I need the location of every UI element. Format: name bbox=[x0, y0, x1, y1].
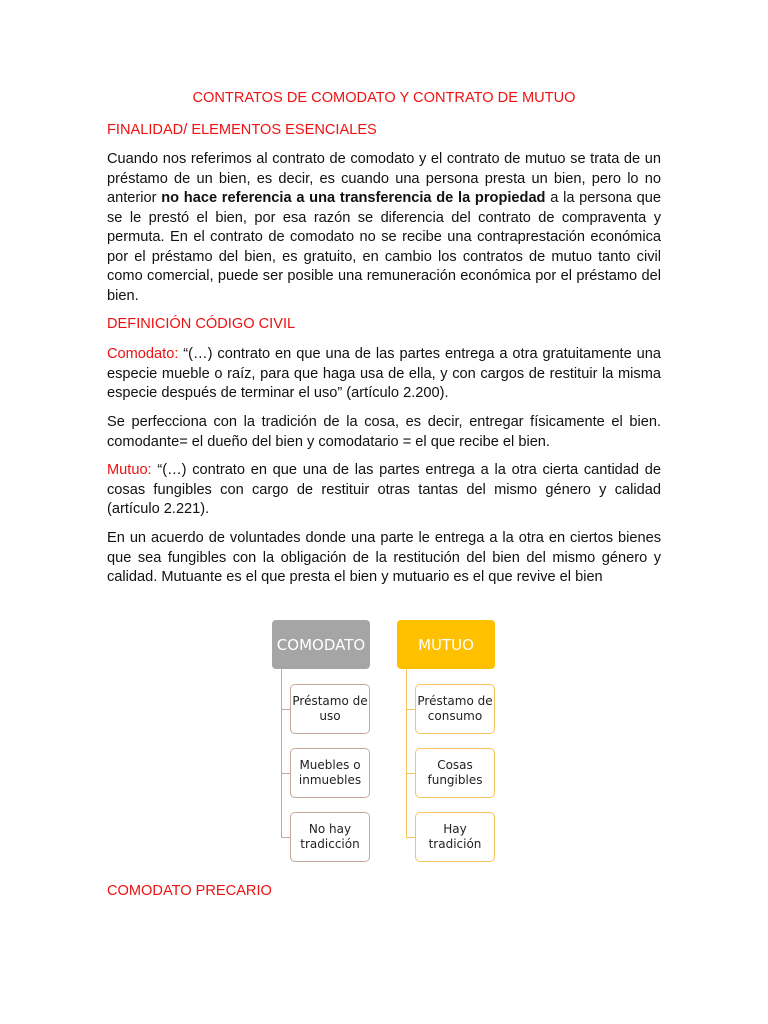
comodato-item-prestamo-uso: Préstamo de uso bbox=[290, 684, 370, 734]
heading-finalidad: FINALIDAD/ ELEMENTOS ESENCIALES bbox=[107, 122, 377, 138]
document-title: CONTRATOS DE COMODATO Y CONTRATO DE MUTUO bbox=[192, 90, 576, 106]
paragraph-acuerdo: En un acuerdo de voluntades donde una parte le entrega a la otra en ciertos bienes que sea fungibles con la obligación de la restitución del bien del mismo género y calidad. Mutuante es el que presta el bien y mutuario es el que revive el bien bbox=[107, 530, 661, 585]
comodato-definition: “(…) contrato en que una de las partes entrega a otra gratuitamente una especie mueble o raíz, para que haga usa de ella, y con cargos de restituir la misma especie después de terminar el uso” (artículo 2.200). bbox=[107, 346, 661, 401]
mutuo-connector-trunk bbox=[406, 669, 407, 837]
mutuo-label: Mutuo: bbox=[107, 462, 152, 478]
mutuo-connector-3 bbox=[406, 837, 415, 838]
comodato-header-box: COMODATO bbox=[272, 620, 370, 669]
mutuo-connector-2 bbox=[406, 773, 415, 774]
heading-definicion: DEFINICIÓN CÓDIGO CIVIL bbox=[107, 316, 296, 332]
comodato-connector-2 bbox=[281, 773, 290, 774]
comodato-item-tradiccion: No hay tradicción bbox=[290, 812, 370, 862]
mutuo-item-fungibles: Cosas fungibles bbox=[415, 748, 495, 798]
mutuo-definition: “(…) contrato en que una de las partes entrega a la otra cierta cantidad de cosas fungibles con cargo de restituir otras tantas del mismo género y calidad (artículo 2.221). bbox=[107, 462, 661, 517]
mutuo-header-box: MUTUO bbox=[397, 620, 495, 669]
mutuo-item-prestamo-consumo: Préstamo de consumo bbox=[415, 684, 495, 734]
comodato-connector-3 bbox=[281, 837, 290, 838]
comodato-connector-1 bbox=[281, 709, 290, 710]
paragraph-finalidad-text-a: Cuando nos referimos al contrato de comodato y el contrato de mutuo se trata de un préstamo de un bien, es decir, es cuando una persona presta un bien, pero lo no anterior bbox=[107, 151, 661, 206]
heading-comodato-precario: COMODATO PRECARIO bbox=[107, 883, 272, 899]
paragraph-finalidad-bold: no hace referencia a una transferencia de la propiedad bbox=[161, 190, 546, 206]
comodato-label: Comodato: bbox=[107, 346, 179, 362]
mutuo-connector-1 bbox=[406, 709, 415, 710]
comodato-connector-trunk bbox=[281, 669, 282, 837]
mutuo-item-tradicion: Hay tradición bbox=[415, 812, 495, 862]
paragraph-finalidad-text-b: a la persona que se le prestó el bien, por esa razón se diferencia del contrato de compraventa y permuta. En el contrato de comodato no se recibe una contraprestación económica por el préstamo del bien, es gratuito, en cambio los contratos de mutuo tanto civil como comercial, puede ser posible una remuneración económica por el préstamo del bien. bbox=[107, 190, 662, 304]
comodato-item-muebles: Muebles o inmuebles bbox=[290, 748, 370, 798]
paragraph-perfecciona: Se perfecciona con la tradición de la cosa, es decir, entregar físicamente el bien. comodante= el dueño del bien y comodatario = el que recibe el bien. bbox=[107, 414, 661, 450]
